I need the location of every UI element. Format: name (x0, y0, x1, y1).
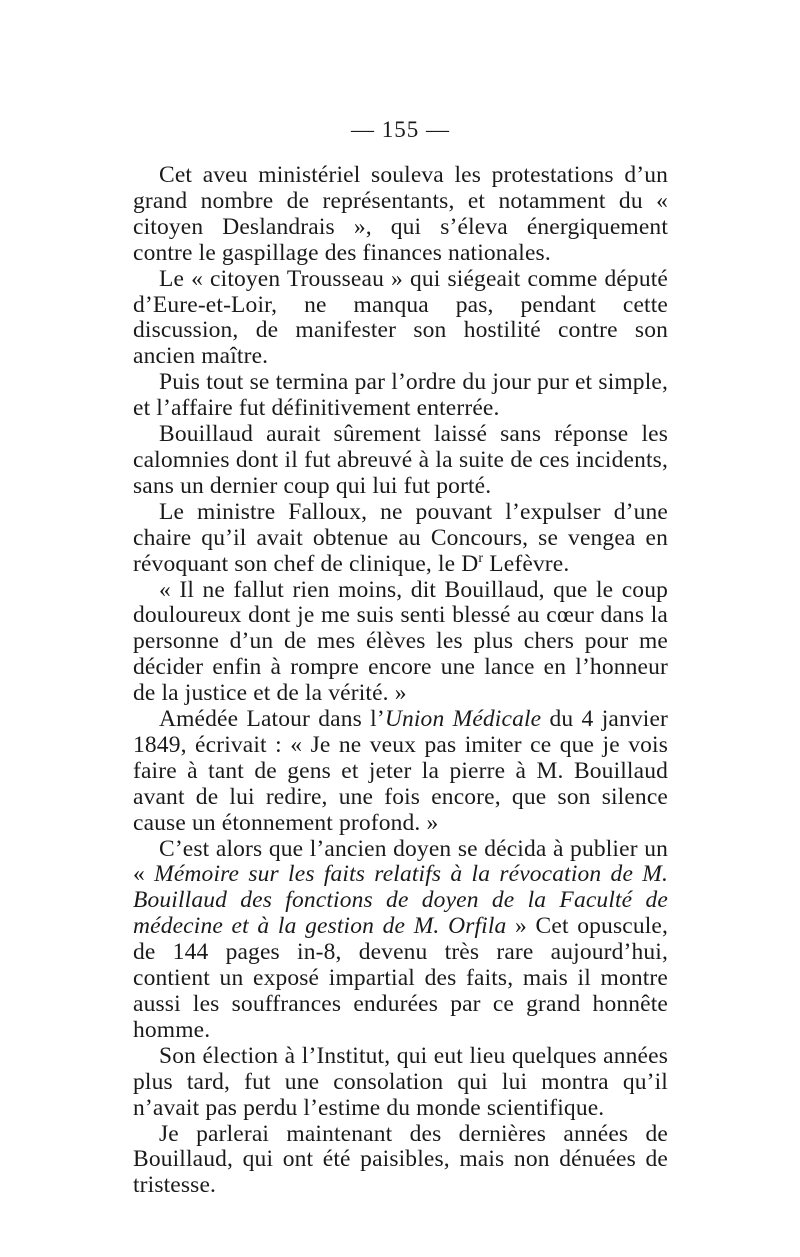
paragraph-latour (133, 707, 668, 837)
paragraph-trousseau: Le « citoyen Trousseau » qui siégeait comme député d’Eure-et-Loir, ne manqua pas, pendant cette discussion, de manifester son hostilité contre son ancien maître. (133, 265, 668, 370)
paragraph-calomnies: Bouillaud aurait sûrement laissé sans réponse les calomnies dont il fut abreuvé à la suite de ces incidents, sans un dernier coup qui lui fut porté. (133, 421, 668, 499)
memoire-title: Mémoire sur les faits relatifs à la révocation de M. Bouillaud des fonctions de doyen de la Faculté de médecine et à la gestion de M. Orfila (133, 861, 668, 940)
falloux-text-end: Lefèvre. (483, 550, 570, 577)
latour-text: Amédée Latour dans l’ (159, 706, 385, 733)
paragraph-memoire (133, 837, 668, 1044)
paragraph-quote-bouillaud: « Il ne fallut rien moins, dit Bouillaud, que le coup douloureux dont je me suis senti blessé au cœur dans la personne d’un de mes élèves les plus chers pour me décider enfin à rompre encore une lance en l’honneur de la justice et de la vérité. » (133, 576, 668, 707)
latour-quote: du 4 janvier 1849, écrivait : « Je ne veux pas imiter ce que je vois faire à tant de gens et jeter la pierre à M. Bouillaud avant de lui redire, une fois encore, que son silence cause un étonnement profond. » (133, 706, 669, 836)
doctor-superscript: r (478, 549, 484, 566)
paragraph-dernieres-annees: Je parlerai maintenant des dernières années de Bouillaud, qui ont été paisibles, mais non dénuées de tristesse. (133, 1120, 668, 1199)
page-number: — 155 — (351, 117, 450, 142)
book-page (133, 115, 668, 1199)
paragraph-falloux (133, 500, 668, 578)
journal-title: Union Médicale (384, 706, 542, 733)
paragraph-institut: Son élection à l’Institut, qui eut lieu quelques années plus tard, fut une consolation qui lui montra qu’il n’avait pas perdu l’estime du monde scientifique. (133, 1042, 668, 1121)
memoire-text-end: » Cet opuscule, de 144 pages in-8, devenu très rare aujourd’hui, contient un exposé impartial des faits, mais il montre aussi les souffrances endurées par ce grand honnête homme. (133, 913, 669, 1043)
paragraph-ordre-du-jour: Puis tout se termina par l’ordre du jour pur et simple, et l’affaire fut définitivement enterrée. (133, 369, 668, 422)
paragraph-aveu: Cet aveu ministériel souleva les protestations d’un grand nombre de représentants, et notamment du « citoyen Deslandrais », qui s’éleva énergiquement contre le gaspillage des finances nationales. (133, 162, 668, 266)
memoire-text: C’est alors que l’ancien doyen se décida à publier un « (133, 835, 668, 888)
falloux-text: Le ministre Falloux, ne pouvant l’expulser d’une chaire qu’il avait obtenue au Concours, se vengea en révoquant son chef de clinique, le D (133, 498, 668, 577)
